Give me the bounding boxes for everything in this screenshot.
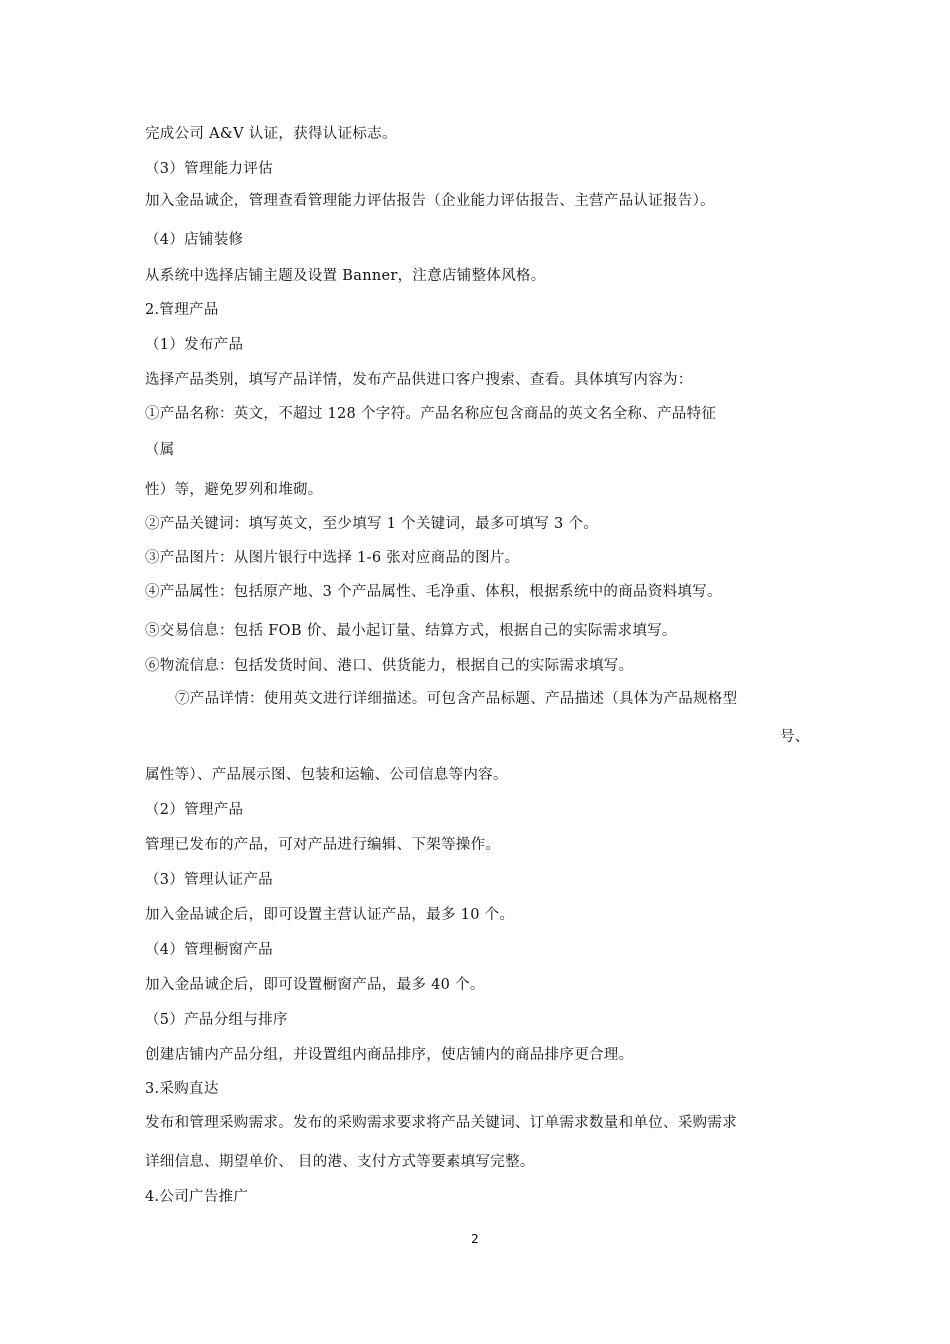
text-line: 属性等）、产品展示图、包装和运输、公司信息等内容。	[145, 767, 508, 783]
text-line: 详细信息、期望单价、 目的港、支付方式等要素填写完整。	[145, 1154, 535, 1170]
text-line: 选择产品类别，填写产品详情，发布产品供进口客户搜索、查看。具体填写内容为：	[145, 372, 693, 388]
text-line: 完成公司 A&V 认证，获得认证标志。	[145, 126, 397, 142]
text-line: 从系统中选择店铺主题及设置 Banner，注意店铺整体风格。	[145, 268, 546, 284]
text-line: ④产品属性：包括原产地、3 个产品属性、毛净重、体积，根据系统中的商品资料填写。	[145, 584, 722, 600]
subheading: （2）管理产品	[145, 802, 244, 818]
subheading: （5）产品分组与排序	[145, 1012, 288, 1028]
text-line: ⑤交易信息：包括 FOB 价、最小起订量、结算方式，根据自己的实际需求填写。	[145, 623, 677, 639]
subheading: （4）管理橱窗产品	[145, 942, 273, 958]
text-line: 创建店铺内产品分组，并设置组内商品排序，使店铺内的商品排序更合理。	[145, 1047, 634, 1063]
text-line: ⑦产品详情：使用英文进行详细描述。可包含产品标题、产品描述（具体为产品规格型	[175, 691, 738, 707]
text-line: 加入金品诚企后，即可设置橱窗产品，最多 40 个。	[145, 977, 485, 993]
subheading: （3）管理认证产品	[145, 872, 273, 888]
subheading: （3）管理能力评估	[145, 161, 273, 177]
text-line: ⑥物流信息：包括发货时间、港口、供货能力，根据自己的实际需求填写。	[145, 658, 634, 674]
text-line: 性）等，避免罗列和堆砌。	[145, 482, 323, 498]
subheading: （1）发布产品	[145, 337, 244, 353]
text-line: 管理已发布的产品，可对产品进行编辑、下架等操作。	[145, 837, 501, 853]
page-number: 2	[471, 1232, 479, 1246]
text-line: ②产品关键词：填写英文，至少填写 1 个关键词，最多可填写 3 个。	[145, 516, 599, 532]
text-line: 加入金品诚企，管理查看管理能力评估报告（企业能力评估报告、主营产品认证报告）。	[145, 193, 715, 209]
text-line: 发布和管理采购需求。发布的采购需求要求将产品关键词、订单需求数量和单位、采购需求	[145, 1115, 737, 1131]
text-line: ①产品名称：英文，不超过 128 个字符。产品名称应包含商品的英文名全称、产品特征	[145, 406, 717, 422]
text-line: 加入金品诚企后，即可设置主营认证产品，最多 10 个。	[145, 907, 515, 923]
subheading: （4）店铺装修	[145, 232, 244, 248]
text-line: （属	[145, 442, 175, 458]
section-heading: 2.管理产品	[145, 302, 219, 318]
section-heading: 4.公司广告推广	[145, 1189, 249, 1205]
text-line: ③产品图片：从图片银行中选择 1-6 张对应商品的图片。	[145, 550, 520, 566]
text-line: 号、	[780, 729, 810, 745]
section-heading: 3.采购直达	[145, 1081, 219, 1097]
